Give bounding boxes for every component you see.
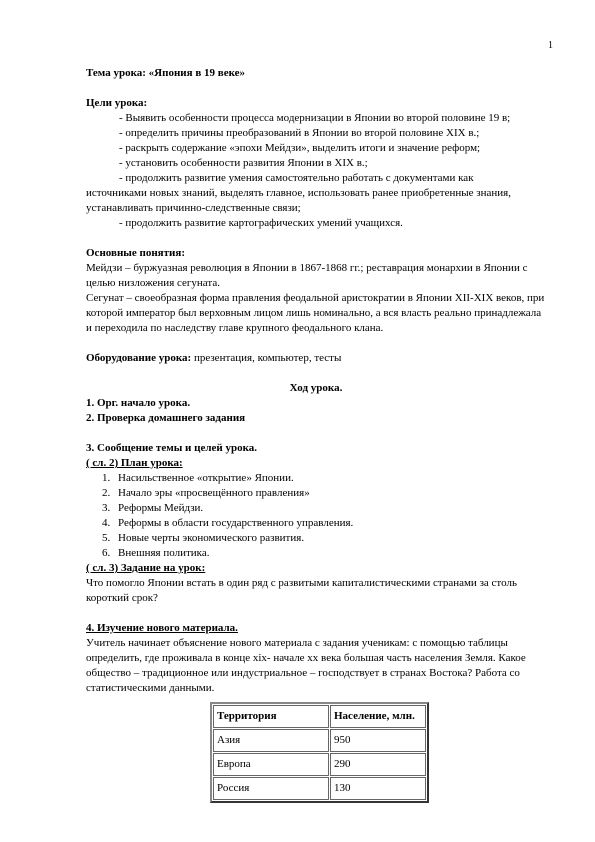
table-row [213,753,426,776]
table-row [213,729,426,752]
goal-item: - установить особенности развития Японии в XIX в.; [119,157,368,169]
plan-item: 3. Реформы Мейдзи. [102,502,204,514]
equipment-line [86,351,546,366]
equipment-label: Оборудование урока: [86,352,192,364]
step-4-text: Учитель начинает объяснение нового материала с задания ученикам: с помощью таблицы определить, где проживала в конце xix- начале xx века большая часть населения Земля. Какое общество – традиционное или индустриальное – господствует в странах Востока? Работа со статистическими данными. [86,637,526,694]
goal-item: - определить причины преобразований в Японии во второй половине XIX в.; [119,127,480,139]
table-cell: Европа [213,753,329,776]
concept-shogunate: Сегунат – своеобразная форма правления феодальной аристократии в Японии XII-XIX веков, при которой император был верховным лицом лишь номинально, а вся власть реально принадлежала и переходила по наследству главе крупного феодального клана. [86,292,545,334]
plan-item: 1. Насильственное «открытие» Японии. [102,472,294,484]
table-cell: Азия [213,729,329,752]
table-cell: 950 [330,729,426,752]
goal-item: - раскрыть содержание «эпохи Мейдзи», выделить итоги и значение реформ; [119,142,481,154]
equipment-value: презентация, компьютер, тесты [191,352,342,364]
plan-item: 6. Внешняя политика. [102,547,210,559]
document-body [86,66,546,803]
lesson-heading: Ход урока. [289,382,343,394]
step-3: 3. Сообщение темы и целей урока. [86,442,258,454]
plan-list [86,471,546,561]
goals-heading: Цели урока: [86,97,148,109]
concept-meiji: Мейдзи – буржуазная революция в Японии в 1867-1868 гг.; реставрация монархии в Японии с целью низложения сегуната. [86,262,528,289]
step-2: 2. Проверка домашнего задания [86,412,246,424]
table-row [213,777,426,800]
plan-item: 5. Новые черты экономического развития. [102,532,305,544]
table-header: Население, млн. [330,705,426,728]
goal-item: - продолжить развитие картографических умений учащихся. [119,217,403,229]
table-cell: Россия [213,777,329,800]
plan-item: 2. Начало эры «просвещённого правления» [102,487,310,499]
concepts-heading: Основные понятия: [86,247,185,259]
population-table [210,702,429,803]
table-cell: 130 [330,777,426,800]
table-cell: 290 [330,753,426,776]
step-4: 4. Изучение нового материала. [86,622,238,634]
page-number: 1 [548,40,553,51]
lesson-topic: Тема урока: «Япония в 19 веке» [86,67,246,79]
task-text: Что помогло Японии встать в один ряд с развитыми капиталистическими странами за столь короткий срок? [86,577,517,604]
plan-item: 4. Реформы в области государственного управления. [102,517,354,529]
goal-item: - продолжить развитие умения самостоятельно работать с документами как [119,172,474,184]
plan-heading: ( сл. 2) План урока: [86,457,183,469]
goal-continuation: источниками новых знаний, выделять главное, использовать ранее приобретенные знания, устанавливать причинно-следственные связи; [86,187,511,214]
task-heading: ( сл. 3) Задание на урок: [86,562,206,574]
table-header: Территория [213,705,329,728]
goal-item: - Выявить особенности процесса модернизации в Японии во второй половине 19 в; [119,112,511,124]
step-1: 1. Орг. начало урока. [86,397,191,409]
table-header-row [213,705,426,728]
